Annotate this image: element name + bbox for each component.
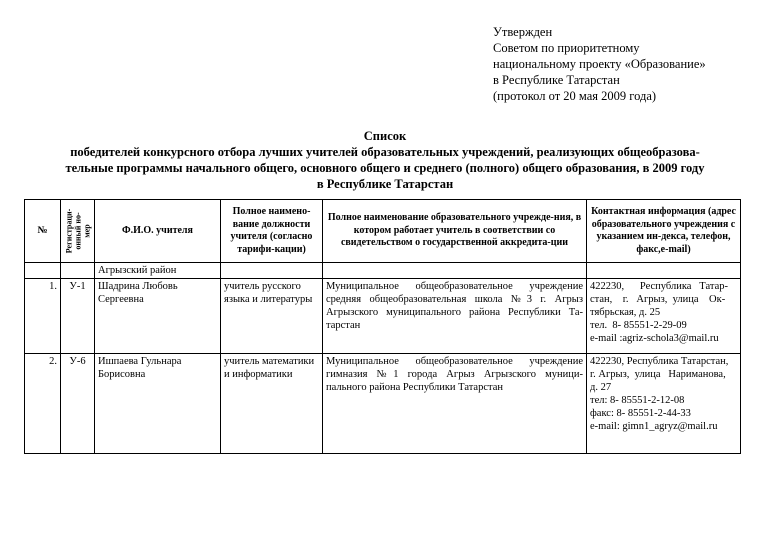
table-row <box>25 279 741 354</box>
contact-line: факс: 8- 85551-2-44-33 <box>590 408 691 419</box>
table-row <box>25 354 741 454</box>
approval-line: (протокол от 20 мая 2009 года) <box>493 89 657 103</box>
title-line: победителей конкурсного отбора лучших учителей образовательных учреждений, реализующих общеобразова- <box>70 145 700 159</box>
row-position: учитель русского языка и литературы <box>221 279 323 354</box>
contact-line: тел. 8- 85551-2-29-09 <box>590 320 687 331</box>
header-institution: Полное наименование образовательного учрежде-ния, в котором работает учитель в соответствии со свидетельством о государственной аккредита-ции <box>323 200 587 263</box>
contact-line: д. 27 <box>590 382 612 393</box>
title-line: тельные программы начального общего, основного общего и среднего (полного) общего образования, в 2009 году <box>65 161 705 175</box>
contact-line: г. Агрыз, улица Нариманова, <box>590 369 726 380</box>
contact-line: тел: 8- 85551-2-12-08 <box>590 395 685 406</box>
contact-email: e-mail: gimn1_agryz@mail.ru <box>590 421 718 432</box>
header-num: № <box>25 200 61 263</box>
row-institution: Муниципальное общеобразовательное учреждение средняя общеобразовательная школа №3 г. Агрыз Агрызского муниципального района Республики Та-тарстан <box>323 279 587 354</box>
header-position: Полное наимено-вание должности учителя (согласно тарифи-кации) <box>221 200 323 263</box>
row-fio: Ишпаева Гульнара Борисовна <box>95 354 221 454</box>
contact-line: стан, г. Агрыз, улица Ок- <box>590 294 726 305</box>
title-heading: Список <box>363 129 407 143</box>
contact-line: 422230, Республика Татарстан, <box>590 356 729 367</box>
district-row <box>25 263 741 279</box>
approval-line: Советом по приоритетному <box>493 41 640 55</box>
row-num: 2. <box>25 354 61 454</box>
contact-line: 422230, Республика Татар- <box>590 281 728 292</box>
row-reg: У-6 <box>61 354 95 454</box>
approval-line: в Республике Татарстан <box>493 73 620 87</box>
header-contact: Контактная информация (адрес образовательного учреждения с указанием ин-декса, телефон, факс,e-mail) <box>587 200 741 263</box>
row-fio: Шадрина Любовь Сергеевна <box>95 279 221 354</box>
district-name: Агрызский район <box>95 263 221 279</box>
document-title <box>30 128 740 192</box>
header-reg-number <box>61 200 95 263</box>
row-reg: У-1 <box>61 279 95 354</box>
table-header-row <box>25 200 741 263</box>
row-contact <box>587 279 741 354</box>
header-reg-label: Регистраци- онный но- мер <box>64 208 91 254</box>
header-fio: Ф.И.О. учителя <box>95 200 221 263</box>
row-position: учитель математики и информатики <box>221 354 323 454</box>
row-institution: Муниципальное общеобразовательное учреждение гимназия №1 города Агрыз Агрызского муници-пального района Республики Татарстан <box>323 354 587 454</box>
row-contact <box>587 354 741 454</box>
contact-line: тябрьская, д. 25 <box>590 307 661 318</box>
approval-line: Утвержден <box>493 25 553 39</box>
approval-block <box>493 24 753 104</box>
winners-table <box>24 199 741 454</box>
approval-line: национальному проекту «Образование» <box>493 57 706 71</box>
contact-email: e-mail :agriz-schola3@mail.ru <box>590 333 719 344</box>
title-line: в Республике Татарстан <box>316 177 454 191</box>
row-num: 1. <box>25 279 61 354</box>
